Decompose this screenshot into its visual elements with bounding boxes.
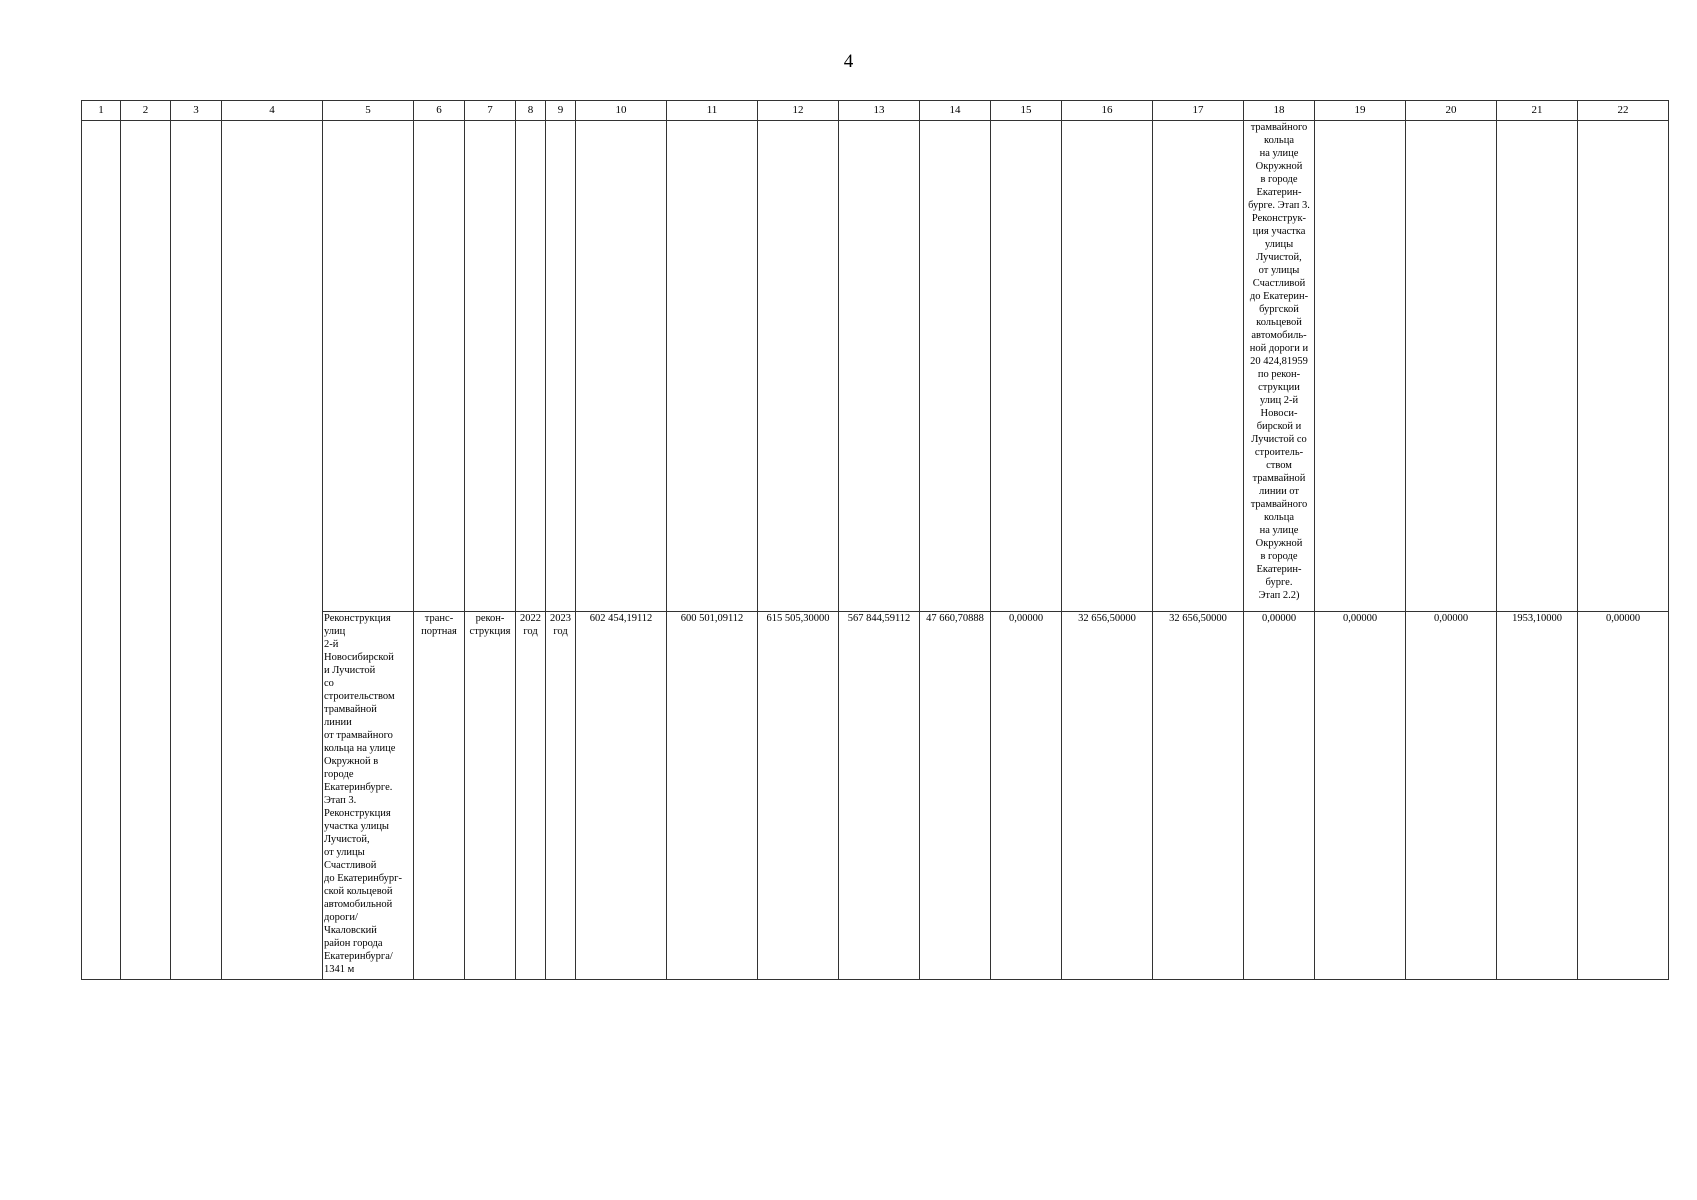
cell-col13-value: 567 844,59112 bbox=[839, 612, 920, 980]
cell-col18-continuation-text: трамвайного кольца на улице Окружной в городе Екатерин- бурге. Этап 3. Реконструк- ция участка улицы Лучистой, от улицы Счастливой до Екатерин- бургской кольцевой автомобиль- ной дороги и 20 424,81959 по рекон- струкции улиц 2-й Новоси- бирской и Лучистой со строитель- ством трамвайной линии от трамвайного кольца на улице Окружной в городе Екатерин- бурге. Этап 2.2) bbox=[1244, 121, 1315, 612]
cell-col11-empty bbox=[667, 121, 758, 612]
cell-col3 bbox=[171, 121, 222, 980]
column-number: 13 bbox=[839, 101, 920, 121]
cell-object-type: транс- портная bbox=[414, 612, 465, 980]
cell-col21-value: 1953,10000 bbox=[1497, 612, 1578, 980]
cell-col7-empty bbox=[465, 121, 516, 612]
cell-col12-value: 615 505,30000 bbox=[758, 612, 839, 980]
cell-start-year: 2022 год bbox=[516, 612, 546, 980]
cell-col15-value: 0,00000 bbox=[991, 612, 1062, 980]
cell-col14-value: 47 660,70888 bbox=[920, 612, 991, 980]
cell-col9-empty bbox=[546, 121, 576, 612]
column-number: 5 bbox=[323, 101, 414, 121]
cell-col1 bbox=[82, 121, 121, 980]
cell-col13-empty bbox=[839, 121, 920, 612]
column-number: 7 bbox=[465, 101, 516, 121]
cell-col14-empty bbox=[920, 121, 991, 612]
cell-col17-empty bbox=[1153, 121, 1244, 612]
column-number-row bbox=[82, 101, 1669, 121]
cell-col19-value: 0,00000 bbox=[1315, 612, 1406, 980]
cell-col20-value: 0,00000 bbox=[1406, 612, 1497, 980]
column-number: 12 bbox=[758, 101, 839, 121]
column-number: 18 bbox=[1244, 101, 1315, 121]
cell-col2 bbox=[121, 121, 171, 980]
column-number: 1 bbox=[82, 101, 121, 121]
cell-object-description: Реконструкция улиц 2-й Новосибирской и Лучистой со строительством трамвайной линии от трамвайного кольца на улице Окружной в городе Екатеринбурге. Этап 3. Реконструкция участка улицы Лучистой, от улицы Счастливой до Екатеринбург- ской кольцевой автомобильной дороги/ Чкаловский район города Екатеринбурга/ 1341 м bbox=[323, 612, 414, 980]
data-table bbox=[81, 100, 1669, 980]
continuation-row bbox=[82, 121, 1669, 612]
page-number: 4 bbox=[843, 51, 854, 72]
column-number: 2 bbox=[121, 101, 171, 121]
cell-col10-value: 602 454,19112 bbox=[576, 612, 667, 980]
cell-work-type: рекон- струкция bbox=[465, 612, 516, 980]
cell-col19-empty bbox=[1315, 121, 1406, 612]
cell-col21-empty bbox=[1497, 121, 1578, 612]
cell-col22-value: 0,00000 bbox=[1578, 612, 1669, 980]
column-number: 14 bbox=[920, 101, 991, 121]
cell-col16-empty bbox=[1062, 121, 1153, 612]
column-number: 8 bbox=[516, 101, 546, 121]
column-number: 3 bbox=[171, 101, 222, 121]
column-number: 20 bbox=[1406, 101, 1497, 121]
cell-col20-empty bbox=[1406, 121, 1497, 612]
cell-col10-empty bbox=[576, 121, 667, 612]
cell-end-year: 2023 год bbox=[546, 612, 576, 980]
column-number: 9 bbox=[546, 101, 576, 121]
column-number: 10 bbox=[576, 101, 667, 121]
column-number: 22 bbox=[1578, 101, 1669, 121]
cell-col15-empty bbox=[991, 121, 1062, 612]
cell-col16-value: 32 656,50000 bbox=[1062, 612, 1153, 980]
column-number: 15 bbox=[991, 101, 1062, 121]
cell-col18-value: 0,00000 bbox=[1244, 612, 1315, 980]
cell-col11-value: 600 501,09112 bbox=[667, 612, 758, 980]
column-number: 17 bbox=[1153, 101, 1244, 121]
column-number: 19 bbox=[1315, 101, 1406, 121]
column-number: 11 bbox=[667, 101, 758, 121]
cell-col22-empty bbox=[1578, 121, 1669, 612]
column-number: 16 bbox=[1062, 101, 1153, 121]
cell-col4 bbox=[222, 121, 323, 980]
cell-col5-empty bbox=[323, 121, 414, 612]
column-number: 21 bbox=[1497, 101, 1578, 121]
cell-col17-value: 32 656,50000 bbox=[1153, 612, 1244, 980]
cell-col6-empty bbox=[414, 121, 465, 612]
cell-col12-empty bbox=[758, 121, 839, 612]
column-number: 4 bbox=[222, 101, 323, 121]
column-number: 6 bbox=[414, 101, 465, 121]
cell-col8-empty bbox=[516, 121, 546, 612]
